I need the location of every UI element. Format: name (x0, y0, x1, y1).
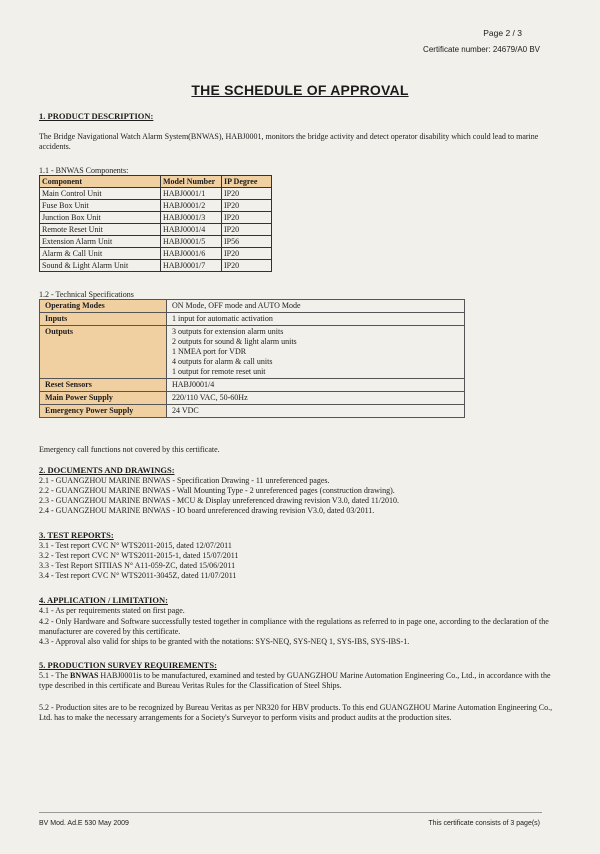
spec-value (167, 313, 465, 326)
document-item: 2.1 - GUANGZHOU MARINE BNWAS - Specification Drawing - 11 unreferenced pages. (39, 476, 330, 485)
production-paragraph-1 (39, 671, 561, 691)
application-item: 4.2 - Only Hardware and Software successfully tested together in compliance with the regulations as referred to in page one, according to the declaration of the manufacturer are covered by this certificate. (39, 617, 549, 636)
component-name: Extension Alarm Unit (40, 236, 161, 248)
spec-value (167, 326, 465, 379)
ip-degree: IP20 (222, 260, 272, 272)
section-1-heading: 1. PRODUCT DESCRIPTION: (39, 111, 154, 121)
spec-label: Outputs (40, 326, 167, 379)
spec-row (40, 405, 465, 418)
spec-value-line: 2 outputs for sound & light alarm units (172, 337, 297, 346)
component-name: Fuse Box Unit (40, 200, 161, 212)
footer-divider (39, 812, 542, 813)
ip-degree: IP20 (222, 212, 272, 224)
components-label: 1.1 - BNWAS Components: (39, 166, 129, 175)
documents-list (39, 476, 569, 516)
components-header-model: Model Number (161, 176, 222, 188)
component-row (40, 188, 272, 200)
component-name: Sound & Light Alarm Unit (40, 260, 161, 272)
tech-spec-table (39, 299, 465, 418)
ip-degree: IP20 (222, 200, 272, 212)
model-number: HABJ0001/7 (161, 260, 222, 272)
model-number: HABJ0001/5 (161, 236, 222, 248)
spec-row (40, 326, 465, 379)
spec-label: Emergency Power Supply (40, 405, 167, 418)
application-list (39, 606, 561, 647)
spec-value-line: 4 outputs for alarm & call units (172, 357, 273, 366)
spec-value-line: 1 NMEA port for VDR (172, 347, 247, 356)
test-report-item: 3.1 - Test report CVC N° WTS2011-2015, dated 12/07/2011 (39, 541, 232, 550)
components-table (39, 175, 272, 272)
test-reports-list (39, 541, 569, 581)
model-number: HABJ0001/6 (161, 248, 222, 260)
component-row (40, 236, 272, 248)
component-row (40, 200, 272, 212)
spec-value-line: HABJ0001/4 (172, 380, 215, 389)
spec-value-line: 220/110 VAC, 50-60Hz (172, 393, 248, 402)
component-row (40, 248, 272, 260)
spec-value-line: 3 outputs for extension alarm units (172, 327, 284, 336)
spec-value (167, 300, 465, 313)
section-3-heading: 3. TEST REPORTS: (39, 530, 114, 540)
spec-label: Operating Modes (40, 300, 167, 313)
component-name: Junction Box Unit (40, 212, 161, 224)
application-item: 4.3 - Approval also valid for ships to be granted with the notations: SYS-NEQ, SYS-NEQ 1, SYS-IBS, SYS-IBS-1. (39, 637, 410, 646)
document-item: 2.4 - GUANGZHOU MARINE BNWAS - IO board unreferenced drawing revision V3.0, dated 03/2011. (39, 506, 375, 515)
spec-value-line: ON Mode, OFF mode and AUTO Mode (172, 301, 301, 310)
spec-row (40, 392, 465, 405)
component-name: Main Control Unit (40, 188, 161, 200)
components-header-component: Component (40, 176, 161, 188)
spec-value-line: 24 VDC (172, 406, 199, 415)
spec-row (40, 313, 465, 326)
spec-value (167, 392, 465, 405)
components-header-ip: IP Degree (222, 176, 272, 188)
tech-spec-label: 1.2 - Technical Specifications (39, 290, 134, 299)
spec-value (167, 405, 465, 418)
document-item: 2.3 - GUANGZHOU MARINE BNWAS - MCU & Display unreferenced drawing revision V3.0, dated 11/2010. (39, 496, 399, 505)
spec-row (40, 300, 465, 313)
test-report-item: 3.2 - Test report CVC N° WTS2011-2015-1, dated 15/07/2011 (39, 551, 239, 560)
application-item: 4.1 - As per requirements stated on first page. (39, 606, 185, 615)
model-number: HABJ0001/1 (161, 188, 222, 200)
component-name: Remote Reset Unit (40, 224, 161, 236)
test-report-item: 3.3 - Test Report SITIIAS N° A11-059-ZC, dated 15/06/2011 (39, 561, 236, 570)
section-5-heading: 5. PRODUCTION SURVEY REQUIREMENTS: (39, 660, 217, 670)
spec-value-line: 1 output for remote reset unit (172, 367, 266, 376)
p1-prefix: 5.1 - The (39, 671, 70, 680)
document-item: 2.2 - GUANGZHOU MARINE BNWAS - Wall Mounting Type - 2 unreferenced pages (construction drawing). (39, 486, 395, 495)
ip-degree: IP56 (222, 236, 272, 248)
footer-page-count: This certificate consists of 3 page(s) (428, 820, 540, 827)
component-row (40, 212, 272, 224)
spec-value (167, 379, 465, 392)
certificate-number: Certificate number: 24679/A0 BV (423, 45, 540, 54)
spec-label: Inputs (40, 313, 167, 326)
model-number: HABJ0001/4 (161, 224, 222, 236)
p1-rest: HABJ0001is to be manufactured, examined and tested by GUANGZHOU Marine Automation Engineering Co., Ltd., in accordance with the type described in this certificate and Bureau Veritas Rules for the Classification of Steel Ships. (39, 671, 551, 690)
section-4-heading: 4. APPLICATION / LIMITATION: (39, 595, 168, 605)
component-row (40, 260, 272, 272)
production-paragraph-2: 5.2 - Production sites are to be recognized by Bureau Veritas as per NR320 for HBV products. To this end GUANGZHOU Marine Automation Engineering Co., Ltd. has to make the necessary arrangements for a Society's Surveyor to perform visits and product audits at the production sites. (39, 703, 553, 722)
page-number: Page 2 / 3 (483, 28, 522, 38)
product-description-text: The Bridge Navigational Watch Alarm System(BNWAS), HABJ0001, monitors the bridge activity and detect operator disability which could lead to marine accidents. (39, 132, 539, 151)
model-number: HABJ0001/2 (161, 200, 222, 212)
emergency-note: Emergency call functions not covered by this certificate. (39, 445, 220, 454)
footer-form-id: BV Mod. Ad.E 530 May 2009 (39, 820, 129, 827)
document-title: THE SCHEDULE OF APPROVAL (191, 82, 409, 98)
p1-bold: BNWAS (69, 671, 99, 680)
component-row (40, 224, 272, 236)
spec-value-line: 1 input for automatic activation (172, 314, 273, 323)
ip-degree: IP20 (222, 224, 272, 236)
spec-label: Reset Sensors (40, 379, 167, 392)
ip-degree: IP20 (222, 248, 272, 260)
model-number: HABJ0001/3 (161, 212, 222, 224)
spec-label: Main Power Supply (40, 392, 167, 405)
component-name: Alarm & Call Unit (40, 248, 161, 260)
test-report-item: 3.4 - Test report CVC N° WTS2011-3045Z, dated 11/07/2011 (39, 571, 237, 580)
spec-row (40, 379, 465, 392)
section-2-heading: 2. DOCUMENTS AND DRAWINGS: (39, 465, 175, 475)
ip-degree: IP20 (222, 188, 272, 200)
